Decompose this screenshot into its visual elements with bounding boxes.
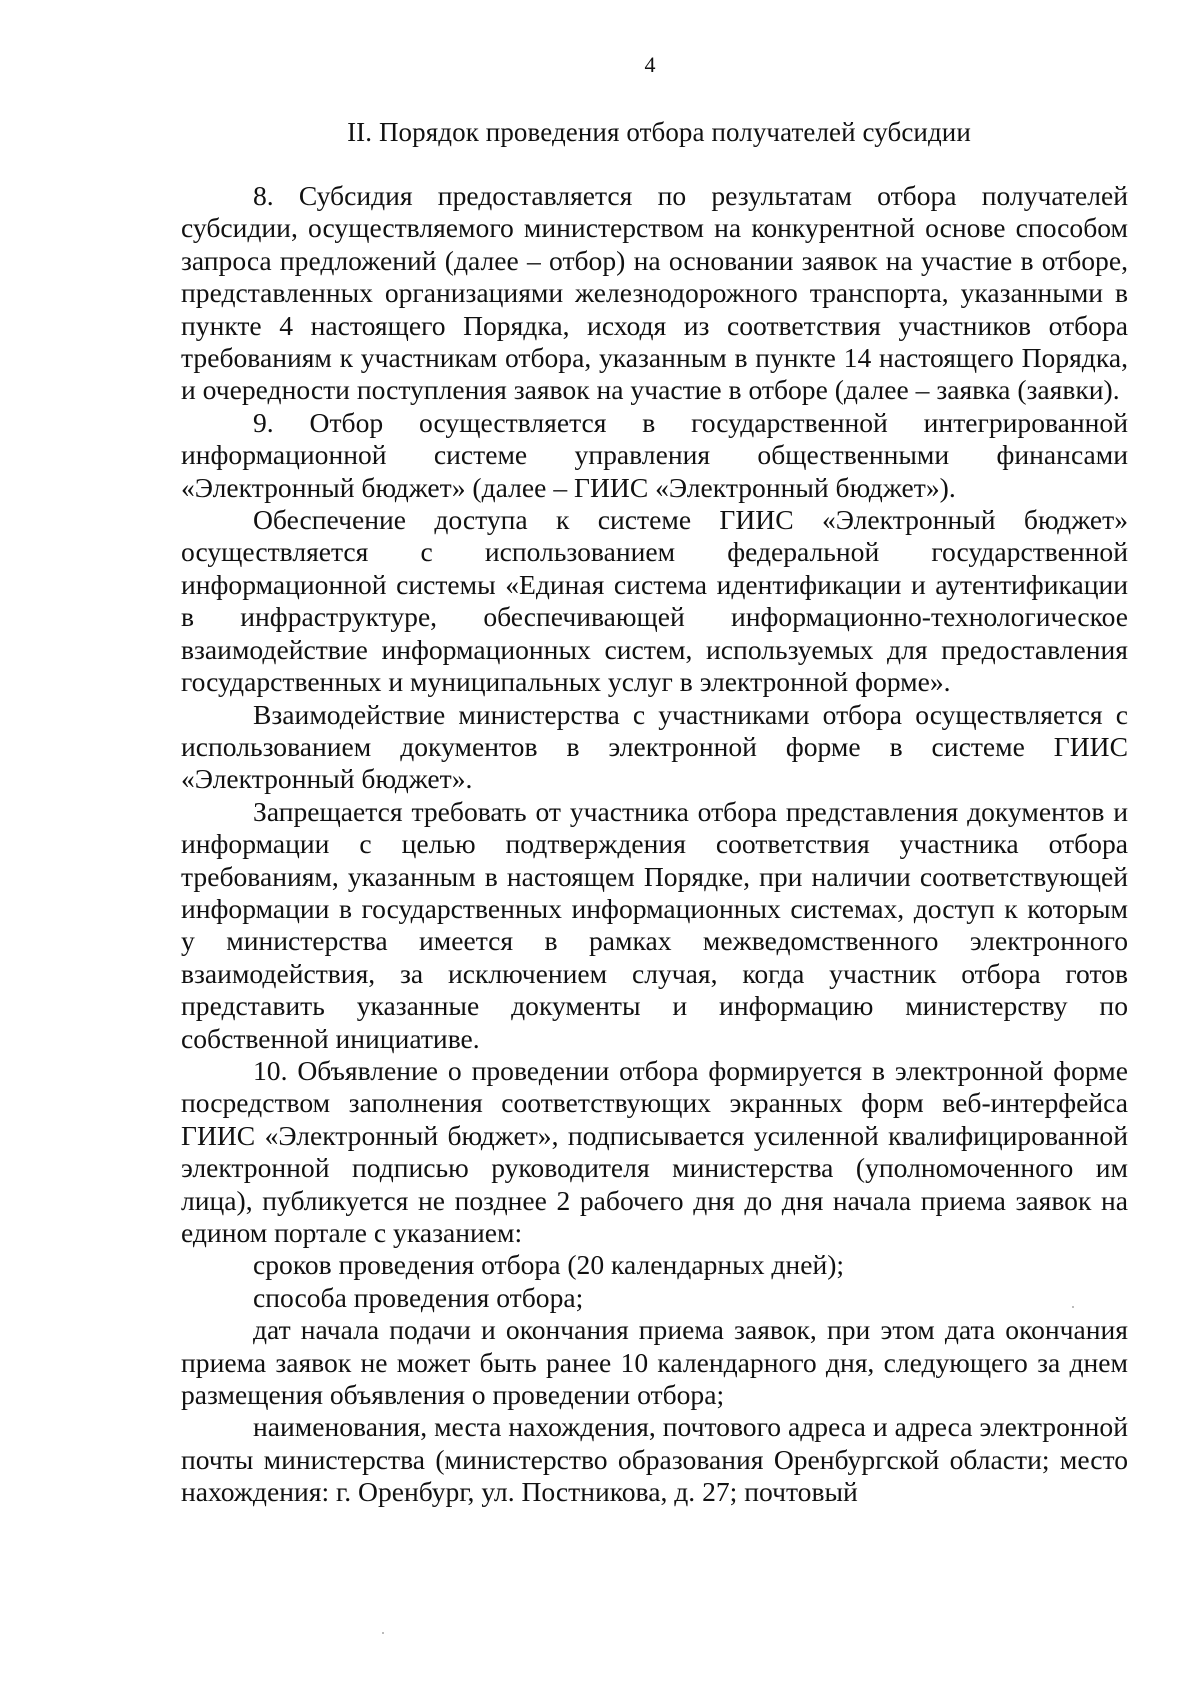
list-item-terms: сроков проведения отбора (20 календарных дней); [253,1249,845,1281]
list-item-method: способа проведения отбора; [253,1281,584,1313]
scan-speck [1072,1306,1074,1308]
paragraph-access: Обеспечение доступа к системе ГИИС «Электронный бюджет» осуществляется с использованием федеральной государственной информационной системы «Единая система идентификации и аутентификации в инфраструктуре, обеспечивающей информационно-технологическое взаимодействие информационных систем, используемых для предоставления государственных и муниципальных услуг в электронной форме». [181,504,1128,698]
paragraph-prohibition: Запрещается требовать от участника отбора представления документов и информации с целью подтверждения соответствия участника отбора требованиям, указанным в настоящем Порядке, при наличии соответствующей информации в государственных информационных системах, доступ к которым у министерства имеется в рамках межведомственного электронного взаимодействия, за исключением случая, когда участник отбора готов представить указанные документы и информацию министерству по собственной инициативе. [181,795,1128,1054]
list-item-dates: дат начала подачи и окончания приема заявок, при этом дата окончания приема заявок не может быть ранее 10 календарного дня, следующего за днем размещения объявления о проведении отбора; [181,1314,1128,1411]
paragraph-10: 10. Объявление о проведении отбора формируется в электронной форме посредством заполнения соответствующих экранных форм веб-интерфейса ГИИС «Электронный бюджет», подписывается усиленной квалифицированной электронной подписью руководителя министерства (уполномоченного им лица), публикуется не позднее 2 рабочего дня до дня начала приема заявок на едином портале с указанием: [181,1054,1128,1248]
section-title: II. Порядок проведения отбора получателей субсидии [347,117,971,147]
scan-speck [382,1632,384,1634]
list-item-ministry-details: наименования, места нахождения, почтового адреса и адреса электронной почты министерства (министерство образования Оренбургской области; место нахождения: г. Оренбург, ул. Постникова, д. 27; почтовый [181,1411,1128,1508]
page-number: 4 [644,52,656,77]
paragraph-9: 9. Отбор осуществляется в государственной интегрированной информационной системе управления общественными финансами «Электронный бюджет» (далее – ГИИС «Электронный бюджет»). [181,406,1128,503]
paragraph-8: 8. Субсидия предоставляется по результатам отбора получателей субсидии, осуществляемого министерством на конкурентной основе способом запроса предложений (далее – отбор) на основании заявок на участие в отборе, представленных организациями железнодорожного транспорта, указанными в пункте 4 настоящего Порядка, исходя из соответствия участников отбора требованиям к участникам отбора, указанным в пункте 14 настоящего Порядка, и очередности поступления заявок на участие в отборе (далее – заявка (заявки). [181,180,1128,406]
paragraph-interaction: Взаимодействие министерства с участниками отбора осуществляется с использованием документов в электронной форме в системе ГИИС «Электронный бюджет». [181,698,1128,795]
document-body [181,180,1128,1509]
